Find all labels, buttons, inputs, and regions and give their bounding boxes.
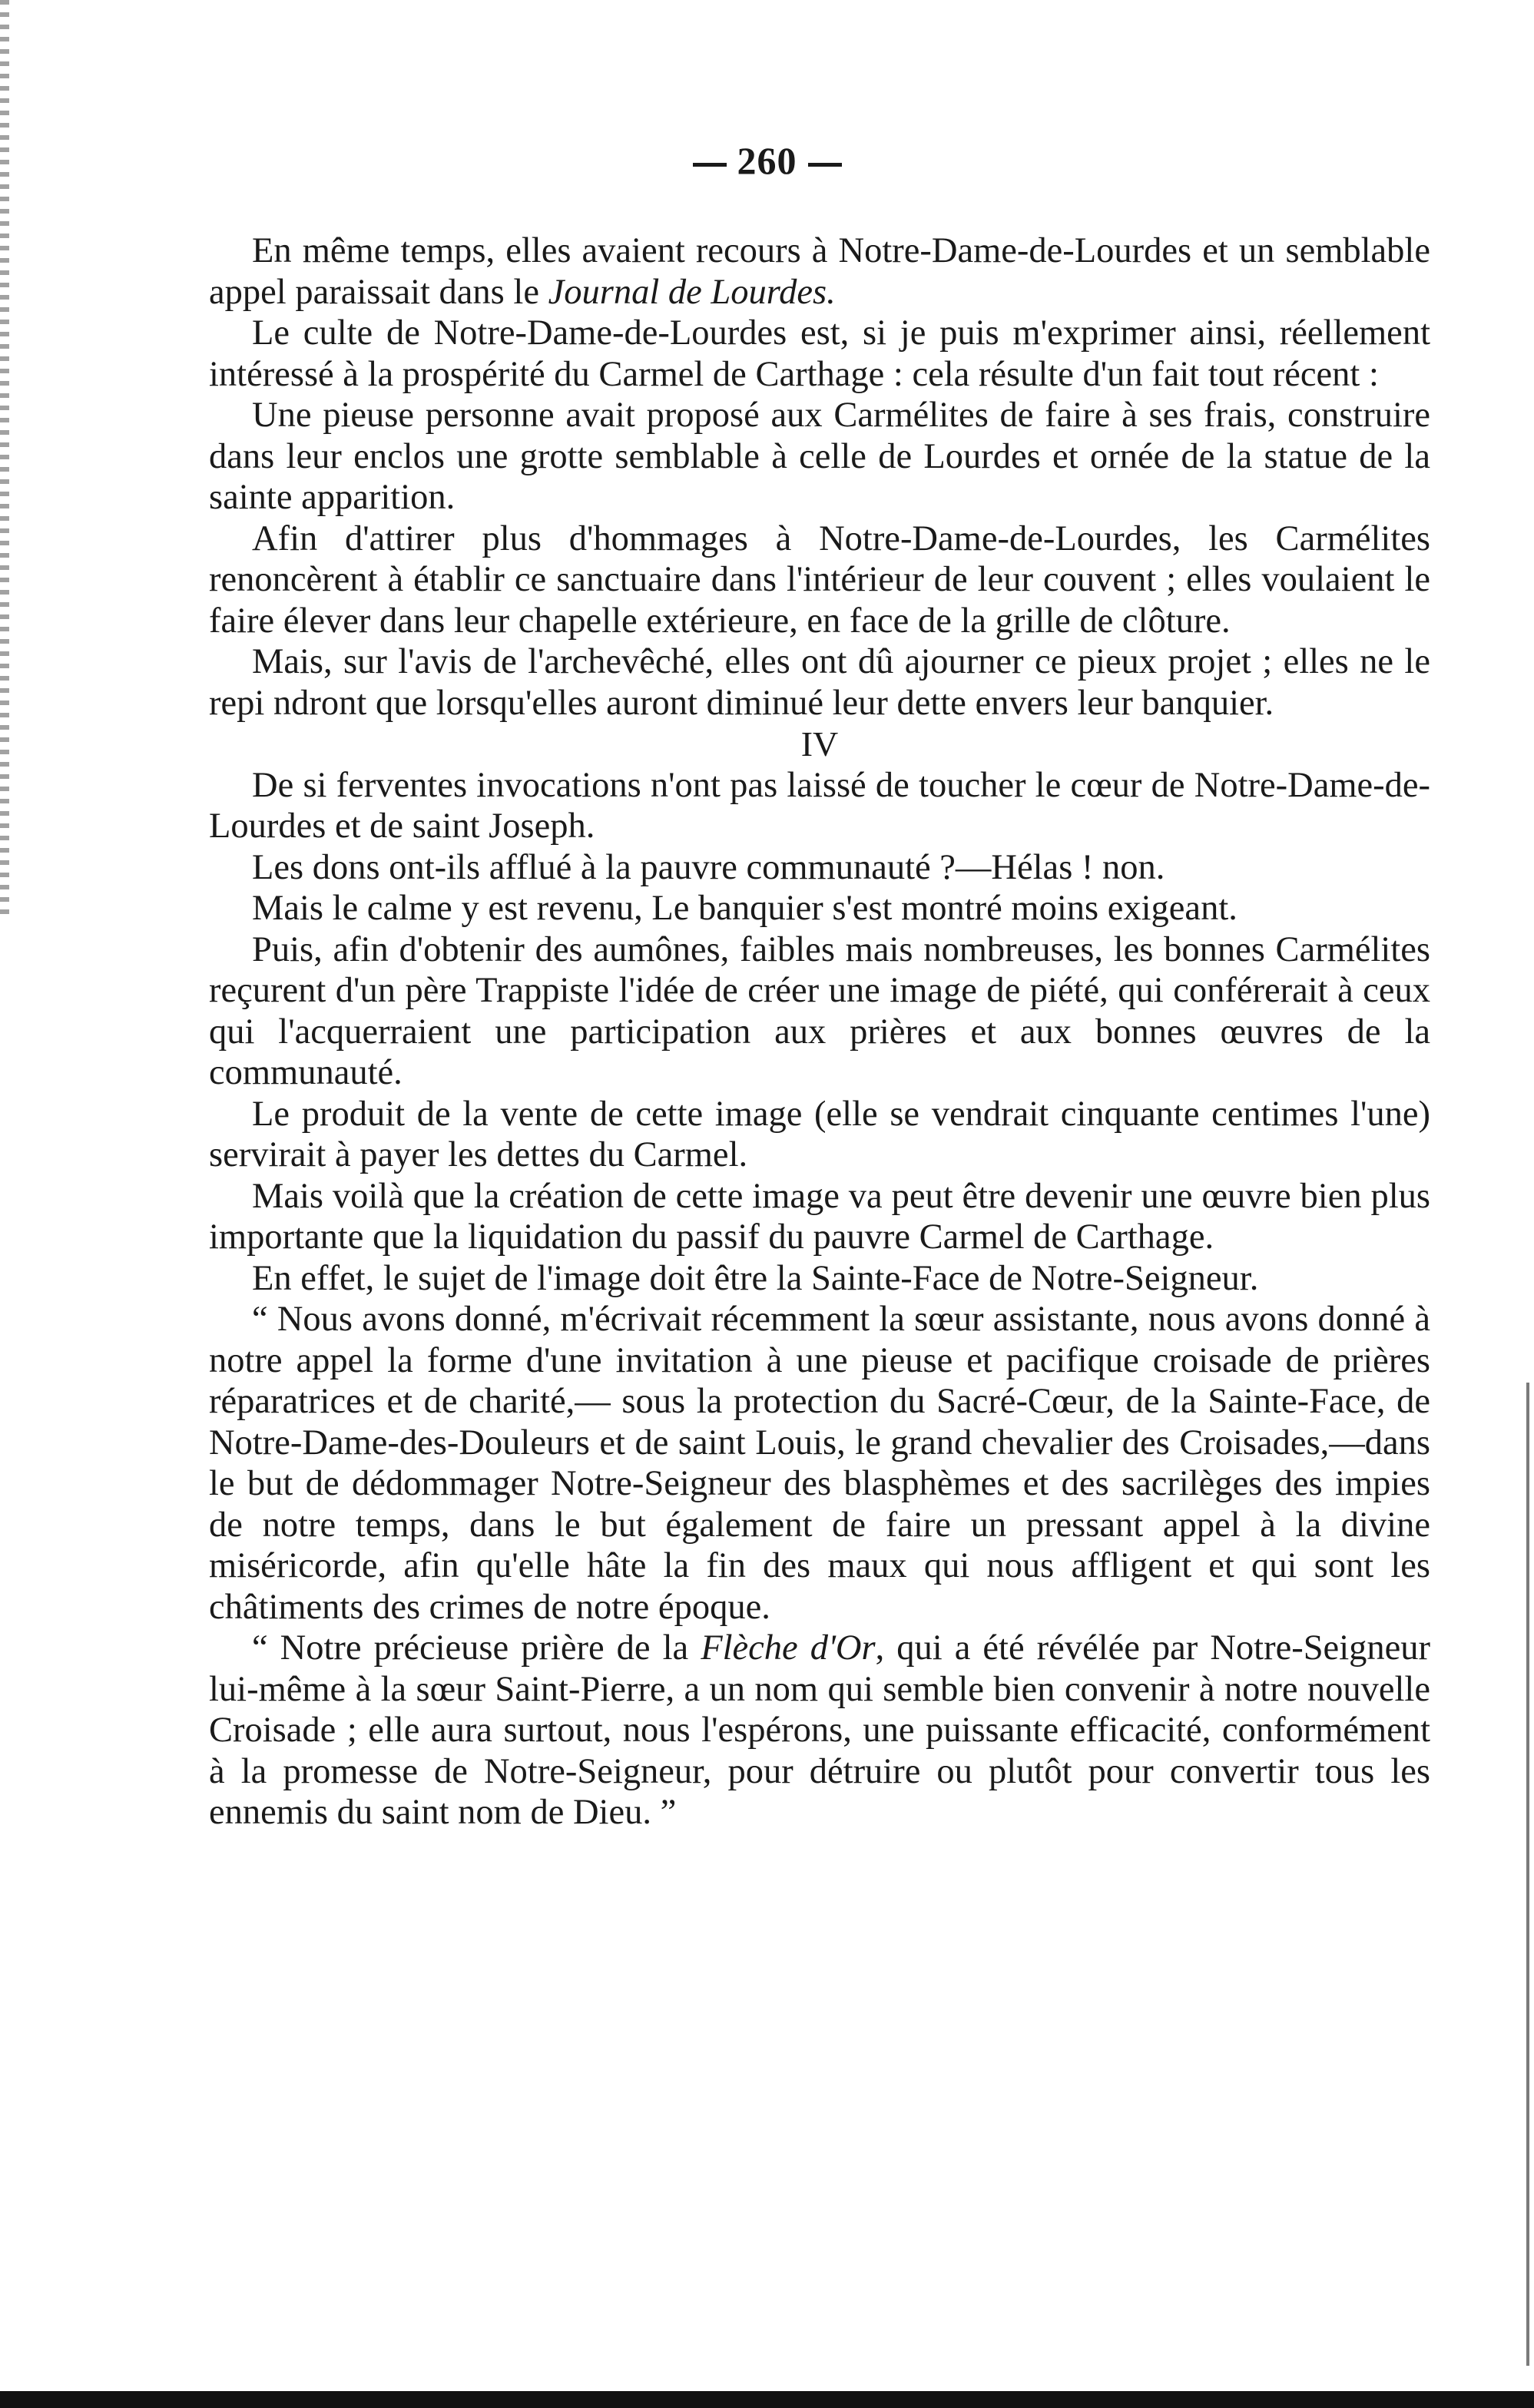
text-run: , qui a été révélée par Notre-Seigneur lui-même à la sœur Saint-Pierre, a un nom qui semble bien convenir à notre nouvelle Croisade ; elle aura surtout, nous l'espérons, une puissante efficacité, conformément à la promesse de Notre-Seigneur, pour détruire ou plutôt pour convertir tous les ennemis du saint nom de Dieu. ” <box>209 1628 1430 1832</box>
right-scan-edge <box>1526 1383 1529 2366</box>
paragraph-p11 <box>209 1176 1430 1258</box>
page-number-text: 260 <box>737 139 797 182</box>
text-run: Afin d'attirer plus d'hommages à Notre-Dame-de-Lourdes, les Carmélites renoncèrent à établir ce sanctuaire dans l'intérieur de leur couvent ; elles voulaient le faire élever dans leur chapelle extérieure, en face de la grille de clôture. <box>209 518 1430 641</box>
paragraph-p3 <box>209 395 1430 518</box>
folio-dash-left <box>693 163 727 167</box>
paragraph-p13 <box>209 1299 1430 1628</box>
paragraph-p4 <box>209 518 1430 642</box>
italic-title: Flèche d'Or <box>701 1628 876 1668</box>
text-run: Puis, afin d'obtenir des aumônes, faibles mais nombreuses, les bonnes Carmélites reçurent d'un père Trappiste l'idée de créer une image de piété, qui conférerait à ceux qui l'acquerraient une participation aux prières et aux bonnes œuvres de la communauté. <box>209 929 1430 1092</box>
page-number <box>0 138 1534 183</box>
paragraph-p9 <box>209 929 1430 1094</box>
paragraph-p12 <box>209 1258 1430 1300</box>
text-run: Les dons ont-ils afflué à la pauvre communauté ?—Hélas ! non. <box>252 847 1165 887</box>
text-run: Le produit de la vente de cette image (elle se vendrait cinquante centimes l'une) servirait à payer les dettes du Carmel. <box>209 1094 1430 1174</box>
paragraph-p7 <box>209 847 1430 889</box>
paragraph-p8 <box>209 888 1430 929</box>
bottom-scan-edge <box>0 2391 1534 2408</box>
text-run: En même temps, elles avaient recours à Notre-Dame-de-Lourdes et un semblable appel paraissait dans le <box>209 231 1430 312</box>
italic-title: Journal de Lourdes. <box>548 272 836 312</box>
text-run: IV <box>800 724 839 763</box>
paragraph-p10 <box>209 1094 1430 1176</box>
paragraph-p2 <box>209 313 1430 395</box>
text-run: En effet, le sujet de l'image doit être la Sainte-Face de Notre-Seigneur. <box>252 1258 1259 1298</box>
paragraph-p5 <box>209 641 1430 724</box>
paragraph-p1 <box>209 230 1430 313</box>
text-run: De si ferventes invocations n'ont pas laissé de toucher le cœur de Notre-Dame-de-Lourdes et de saint Joseph. <box>209 765 1430 846</box>
text-run: Le culte de Notre-Dame-de-Lourdes est, si je puis m'exprimer ainsi, réellement intéressé à la prospérité du Carmel de Carthage : cela résulte d'un fait tout récent : <box>209 313 1430 394</box>
section-heading <box>209 724 1430 765</box>
text-run: “ Notre précieuse prière de la <box>252 1628 701 1668</box>
text-run: Une pieuse personne avait proposé aux Carmélites de faire à ses frais, construire dans leur enclos une grotte semblable à celle de Lourdes et ornée de la statue de la sainte apparition. <box>209 396 1430 517</box>
text-run: Mais, sur l'avis de l'archevêché, elles ont dû ajourner ce pieux projet ; elles ne le repi ndront que lorsqu'elles auront diminué leur dette envers leur banquier. <box>209 642 1430 723</box>
text-run: “ Nous avons donné, m'écrivait récemment la sœur assistante, nous avons donné à notre appel la forme d'une invitation à une pieuse et pacifique croisade de prières réparatrices et de charité,— sous la protection du Sacré-Cœur, de la Sainte-Face, de Notre-Dame-des-Douleurs et de saint Louis, le grand chevalier des Croisades,—dans le but de dédommager Notre-Seigneur des blasphèmes et des sacrilèges des impies de notre temps, dans le but également de faire un pressant appel à la divine miséricorde, afin qu'elle hâte la fin des maux qui nous affligent et qui sont les châtiments des crimes de notre époque. <box>209 1300 1430 1627</box>
paragraph-p14 <box>209 1628 1430 1833</box>
body-text <box>209 230 1430 1833</box>
folio-dash-right <box>808 163 842 167</box>
text-run: Mais voilà que la création de cette image va peut être devenir une œuvre bien plus importante que la liquidation du passif du pauvre Carmel de Carthage. <box>209 1176 1430 1257</box>
text-run: Mais le calme y est revenu, Le banquier s'est montré moins exigeant. <box>252 889 1237 928</box>
paragraph-p6 <box>209 765 1430 847</box>
